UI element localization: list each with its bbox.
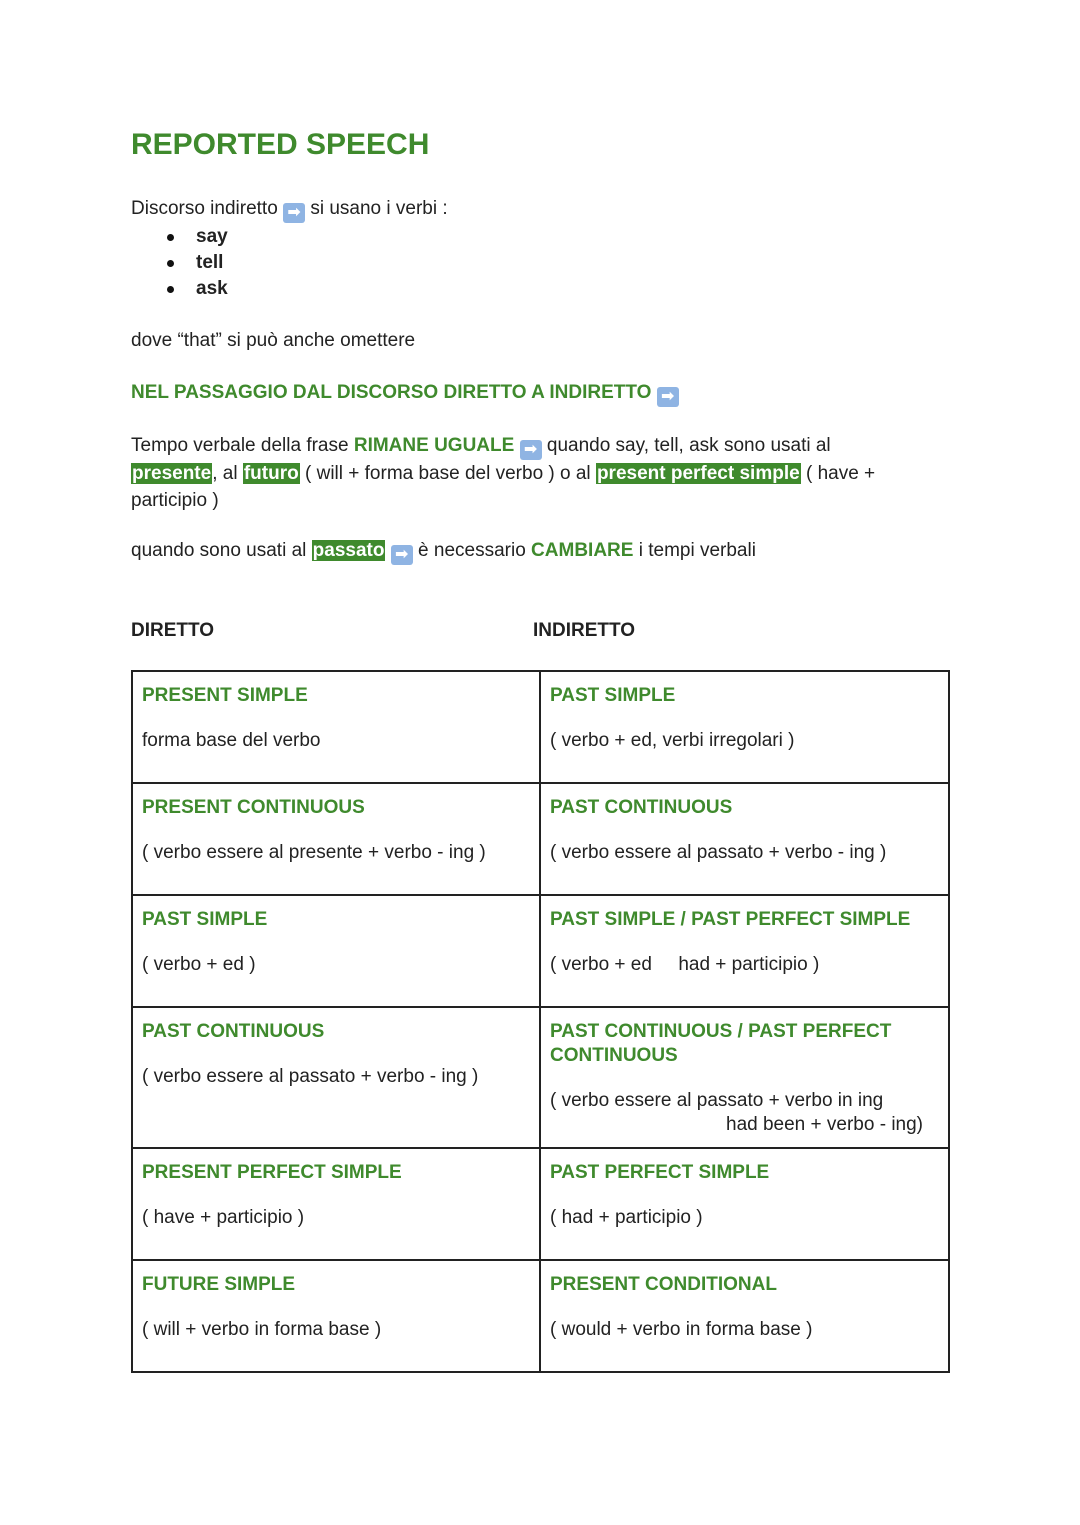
tense-name: PAST PERFECT SIMPLE: [550, 1162, 770, 1183]
tense-name: FUTURE SIMPLE: [142, 1274, 296, 1295]
direct-cell: [132, 1260, 540, 1372]
right-arrow-icon: ➡: [657, 387, 679, 407]
rule2-emphasis: CAMBIARE: [531, 540, 634, 561]
rule2-text: i tempi verbali: [638, 540, 756, 561]
intro-after-arrow: si usano i verbi :: [310, 198, 448, 219]
direct-cell: [132, 783, 540, 895]
tense-description: ( verbo essere al presente + verbo - ing ): [142, 842, 486, 863]
table-row: [132, 895, 949, 1007]
verb-list: [131, 224, 228, 302]
indirect-cell: [540, 1260, 949, 1372]
rule1-text: ( will + forma base del verbo ) o al: [305, 463, 591, 484]
rule2-text: è necessario: [418, 540, 526, 561]
direct-cell: [132, 895, 540, 1007]
tense-name: PAST CONTINUOUS: [142, 1021, 325, 1042]
page-title: REPORTED SPEECH: [131, 128, 430, 161]
list-item: ask: [131, 276, 228, 302]
rule1-text: ( have + participio ): [131, 463, 876, 511]
column-header-direct: DIRETTO: [131, 620, 215, 641]
table-row: [132, 783, 949, 895]
table-row: [132, 671, 949, 783]
tense-description: ( will + verbo in forma base ): [142, 1319, 382, 1340]
table-row: [132, 1007, 949, 1148]
highlight-present-perfect-simple: present perfect simple: [596, 463, 800, 484]
direct-cell: [132, 1007, 540, 1148]
tense-name: PRESENT SIMPLE: [142, 685, 308, 706]
direct-cell: [132, 671, 540, 783]
right-arrow-icon: ➡: [391, 545, 413, 565]
list-item: say: [131, 224, 228, 250]
tense-description: ( would + verbo in forma base ): [550, 1319, 813, 1340]
tense-name: PAST CONTINUOUS: [550, 797, 733, 818]
indirect-cell: [540, 1007, 949, 1148]
right-arrow-icon: ➡: [520, 440, 542, 460]
tense-name: PRESENT PERFECT SIMPLE: [142, 1162, 402, 1183]
tense-name: PAST SIMPLE / PAST PERFECT SIMPLE: [550, 909, 911, 930]
rule1-text: , al: [212, 463, 238, 484]
right-arrow-icon: ➡: [283, 203, 305, 223]
direct-cell: [132, 1148, 540, 1260]
tense-description-line: ( verbo essere al passato + verbo in ing: [550, 1090, 884, 1111]
tense-description: ( had + participio ): [550, 1207, 703, 1228]
tense-table: [131, 670, 950, 1373]
tense-description: ( verbo essere al passato + verbo - ing ): [550, 842, 887, 863]
intro-text: Discorso indiretto: [131, 198, 278, 219]
tense-name: PRESENT CONDITIONAL: [550, 1274, 777, 1295]
rule-paragraph-1: [131, 432, 931, 514]
tense-description: ( have + participio ): [142, 1207, 305, 1228]
rule-paragraph-2: [131, 540, 756, 565]
rule1-emphasis: RIMANE UGUALE: [353, 435, 515, 456]
tense-name: PAST SIMPLE: [550, 685, 676, 706]
indirect-cell: [540, 895, 949, 1007]
section-heading-text: NEL PASSAGGIO DAL DISCORSO DIRETTO A INDIRETTO: [131, 382, 652, 403]
rule2-text: quando sono usati al: [131, 540, 307, 561]
indirect-cell: [540, 1148, 949, 1260]
tense-description: ( verbo + ed had + participio ): [550, 954, 820, 975]
highlight-futuro: futuro: [243, 463, 299, 484]
tense-name: PAST SIMPLE: [142, 909, 268, 930]
highlight-passato: passato: [312, 540, 385, 561]
column-header-indirect: INDIRETTO: [533, 620, 636, 641]
table-row: [132, 1260, 949, 1372]
tense-description: ( verbo + ed, verbi irregolari ): [550, 730, 795, 751]
indirect-cell: [540, 671, 949, 783]
rule1-text: quando say, tell, ask sono usati al: [546, 435, 831, 456]
table-row: [132, 1148, 949, 1260]
note-text: dove “that” si può anche omettere: [131, 330, 416, 351]
tense-description: forma base del verbo: [142, 730, 321, 751]
tense-name: PAST CONTINUOUS / PAST PERFECT CONTINUOUS: [550, 1021, 892, 1066]
tense-description-line: had been + verbo - ing): [726, 1114, 923, 1135]
tense-name: PRESENT CONTINUOUS: [142, 797, 365, 818]
section-heading: [131, 382, 679, 407]
highlight-presente: presente: [132, 463, 212, 484]
tense-description: [550, 1089, 939, 1137]
tense-description: ( verbo + ed ): [142, 954, 256, 975]
tense-description: ( verbo essere al passato + verbo - ing ): [142, 1066, 479, 1087]
list-item: tell: [131, 250, 228, 276]
intro-line: [131, 198, 448, 223]
indirect-cell: [540, 783, 949, 895]
rule1-text: Tempo verbale della frase: [131, 435, 349, 456]
